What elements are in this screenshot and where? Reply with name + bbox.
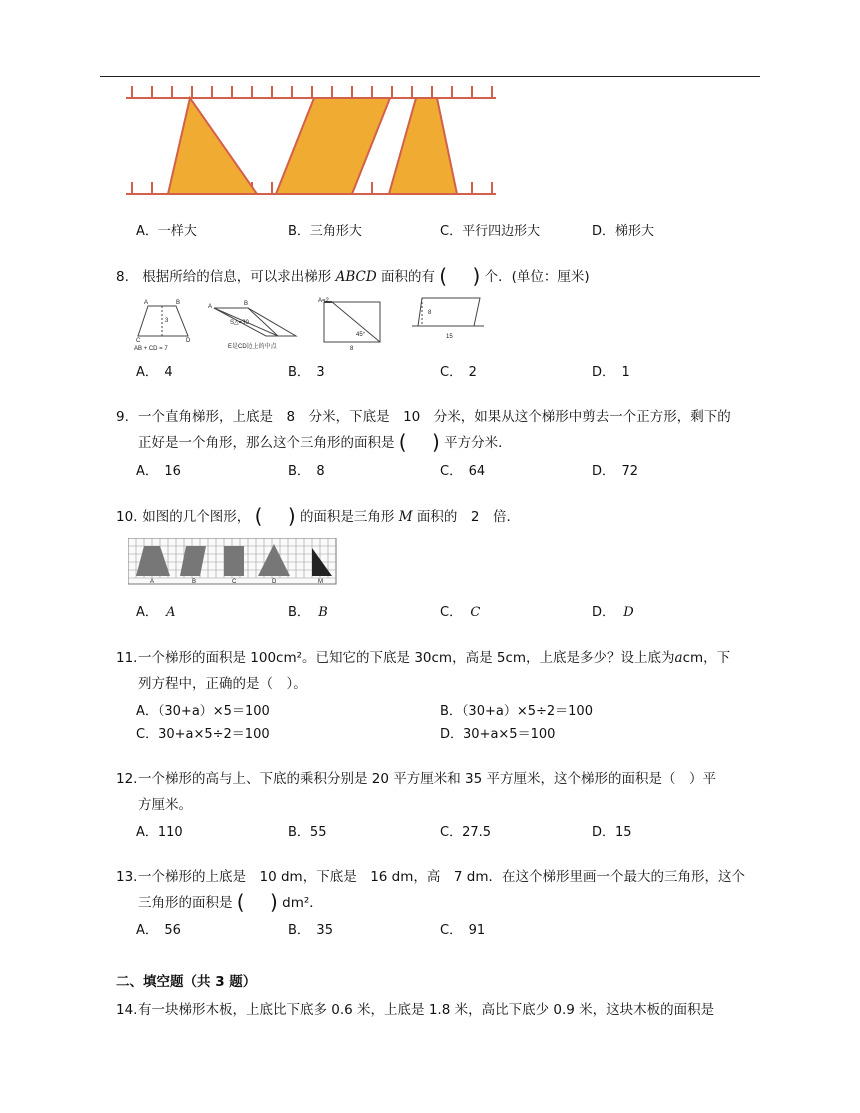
q10-number: 10. — [116, 509, 138, 525]
svg-text:B: B — [244, 301, 249, 307]
q9-option-b[interactable]: B． 8 — [288, 464, 325, 479]
q13-answer-blank[interactable]: ( ) — [236, 890, 278, 914]
q9-option-c[interactable]: C． 64 — [440, 464, 486, 479]
q8-fig2-note: E是CD边上的中点 — [228, 344, 277, 350]
q8-option-c[interactable]: C． 2 — [440, 365, 477, 380]
q8-option-b[interactable]: B． 3 — [288, 365, 325, 380]
grid-label-m: M — [318, 579, 323, 585]
q9-stem-line2: 正好是一个角形，那么这个三角形的面积是 ( ) 平方分米． — [138, 430, 512, 454]
q8-fig1-sum: AB + CD = 7 — [134, 346, 168, 352]
q8-var: ABCD — [335, 269, 377, 285]
q9-number: 9. — [116, 409, 129, 425]
q7-option-c[interactable]: C．平行四边形大 — [440, 224, 541, 239]
triangle-shape — [168, 98, 257, 194]
q8-fig2-area: S△=30 — [230, 320, 249, 326]
grid-label-d: D — [272, 579, 277, 585]
q9-stem-line1: 9. 一个直角梯形，上底是 8 分米，下底是 10 分米，如果从这个梯形中剪去一个正方形，剩下的 — [116, 404, 731, 430]
q12-number: 12. — [116, 771, 138, 787]
q7-option-b[interactable]: B．三角形大 — [288, 224, 362, 239]
q8-fig4-h: 8 — [428, 310, 432, 316]
q13-option-a[interactable]: A． 56 — [136, 923, 181, 938]
q10-option-a[interactable]: A． A — [136, 605, 176, 620]
parallelogram-shape — [276, 98, 390, 194]
header-rule — [100, 76, 760, 77]
q12-stem-line2: 方厘米。 — [138, 797, 192, 813]
q12-option-c[interactable]: C．27.5 — [440, 825, 492, 840]
grid-label-a: A — [150, 579, 155, 585]
q10-option-c[interactable]: C． C — [440, 605, 481, 620]
q13-stem-line1: 13.一个梯形的上底是 10 dm，下底是 16 dm，高 7 dm．在这个梯形里画一个最大的三角形，这个 — [116, 864, 745, 890]
svg-text:A: A — [144, 300, 149, 306]
q8-stem: 8. 根据所给的信息，可以求出梯形 ABCD 面积的有 ( ) 个．(单位：厘米) — [116, 264, 590, 288]
q9-option-d[interactable]: D． 72 — [592, 464, 639, 479]
q7-option-a[interactable]: A．一样大 — [136, 224, 197, 239]
q12-stem-line1: 12.一个梯形的高与上、下底的乘积分别是 20 平方厘米和 35 平方厘米，这个梯形的面积是（ ）平 — [116, 766, 716, 792]
svg-text:B: B — [176, 300, 181, 306]
q10-grid-figure — [128, 538, 338, 586]
q14-number: 14. — [116, 1002, 138, 1018]
q14-stem-line1: 14.有一块梯形木板，上底比下底多 0.6 米，上底是 1.8 米，高比下底少 0.9 米，这块木板的面积是 — [116, 997, 714, 1023]
q8-fig3-a: A=2 — [318, 298, 329, 304]
q10-stem: 10. 如图的几个图形， ( ) 的面积是三角形 M 面积的 2 倍． — [116, 504, 520, 528]
svg-text:A: A — [208, 304, 213, 310]
q13-option-c[interactable]: C． 91 — [440, 923, 486, 938]
q13-number: 13. — [116, 869, 138, 885]
q13-option-b[interactable]: B． 35 — [288, 923, 333, 938]
q11-option-b[interactable]: B．（30+a）×5÷2＝100 — [440, 704, 593, 719]
q8-fig1-height: 3 — [165, 318, 169, 324]
q8-fig3-angle: 45° — [356, 332, 366, 338]
svg-text:C: C — [136, 338, 141, 344]
q8-fig3-len: 8 — [350, 346, 354, 352]
q8-fig4-len: 15 — [446, 334, 453, 340]
q11-option-a[interactable]: A．（30+a）×5＝100 — [136, 704, 270, 719]
q11-number: 11. — [116, 650, 138, 666]
q8-option-a[interactable]: A． 4 — [136, 365, 173, 380]
q11-stem-line1: 11.一个梯形的面积是 100cm²。已知它的下底是 30cm，高是 5cm，上底是多少？设上底为acm，下 — [116, 645, 730, 671]
q11-stem-line2: 列方程中，正确的是（ ）。 — [138, 676, 307, 692]
trapezoid-shape — [389, 98, 457, 194]
q12-option-d[interactable]: D．15 — [592, 825, 632, 840]
shape-c — [224, 546, 244, 576]
q10-var: M — [398, 509, 413, 525]
q8-option-d[interactable]: D． 1 — [592, 365, 630, 380]
q11-option-c[interactable]: C．30+a×5÷2＝100 — [136, 727, 270, 742]
q12-option-b[interactable]: B．55 — [288, 825, 327, 840]
q8-number: 8. — [116, 269, 129, 285]
q10-option-b[interactable]: B． B — [288, 605, 328, 620]
q9-option-a[interactable]: A． 16 — [136, 464, 181, 479]
q10-answer-blank[interactable]: ( ) — [254, 504, 296, 528]
grid-label-c: C — [232, 579, 237, 585]
q8-answer-blank[interactable]: ( ) — [439, 264, 481, 288]
grid-label-b: B — [192, 579, 197, 585]
q10-option-d[interactable]: D． D — [592, 605, 634, 620]
section-title: 二、填空题（共 3 题） — [116, 974, 257, 990]
q9-answer-blank[interactable]: ( ) — [398, 430, 440, 454]
q7-option-d[interactable]: D．梯形大 — [592, 224, 655, 239]
q12-option-a[interactable]: A．110 — [136, 825, 183, 840]
q8-figures — [128, 294, 498, 352]
q7-shapes-figure — [126, 84, 498, 202]
q13-stem-line2: 三角形的面积是 ( ) dm²． — [138, 890, 323, 914]
svg-text:D: D — [186, 338, 191, 344]
q11-option-d[interactable]: D．30+a×5＝100 — [440, 727, 556, 742]
